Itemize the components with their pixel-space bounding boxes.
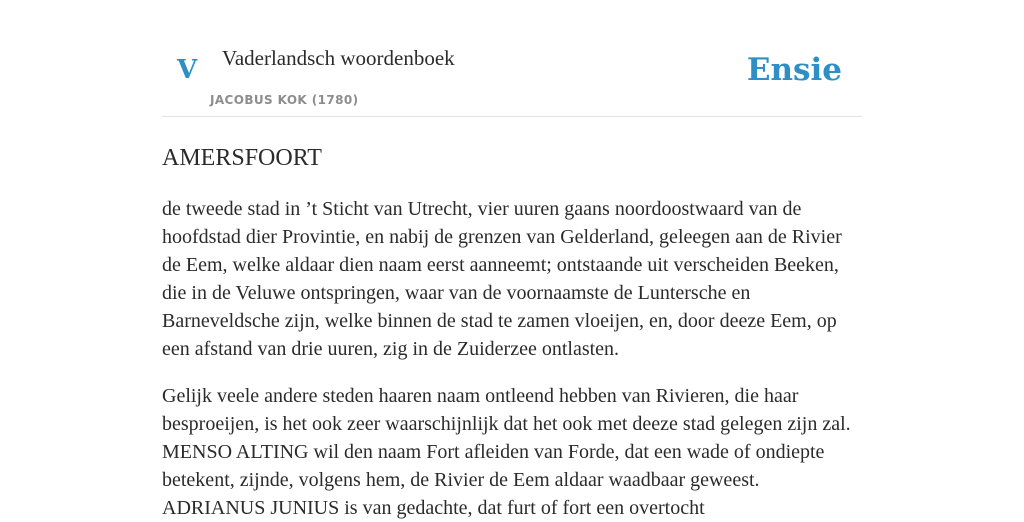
book-author: JACOBUS KOK (1780) [210, 93, 359, 107]
ensie-logo-link[interactable]: Ensie [746, 52, 842, 88]
entry-title: AMERSFOORT [162, 145, 322, 171]
book-title-link[interactable]: Vaderlandsch woordenboek [222, 46, 455, 70]
book-logo-icon[interactable]: V [177, 55, 198, 85]
entry-paragraph: Gelijk veele andere steden haaren naam ontleend hebben van Rivieren, die haar besproeijen, is het ook zeer waarschijnlijk dat het ook met deeze stad gelegen zijn zal. MENSO ALTING wil den naam Fort afleiden van Forde, dat een wade of ondiepte betekent, zijnde, volgens hem, de Rivier de Eem aldaar waadbaar geweest. ADRIANUS JUNIUS is van gedachte, dat furt of fort een overtocht [162, 385, 851, 519]
entry-paragraph: de tweede stad in ’t Sticht van Utrecht, vier uuren gaans noordoostwaard van de hoofdstad dier Provintie, en nabij de grenzen van Gelderland, geleegen aan de Rivier de Eem, welke aldaar dien naam eerst aanneemt; ontstaande uit verscheiden Beeken, die in de Veluwe ontspringen, waar van de voornaamste de Luntersche en Barneveldsche zijn, welke binnen de stad te zamen vloeijen, en, door deeze Eem, op een afstand van drie uuren, zig in de Zuiderzee ontlasten. [162, 198, 842, 360]
page [162, 0, 862, 522]
entry-body [162, 195, 862, 522]
book-header [162, 0, 862, 117]
